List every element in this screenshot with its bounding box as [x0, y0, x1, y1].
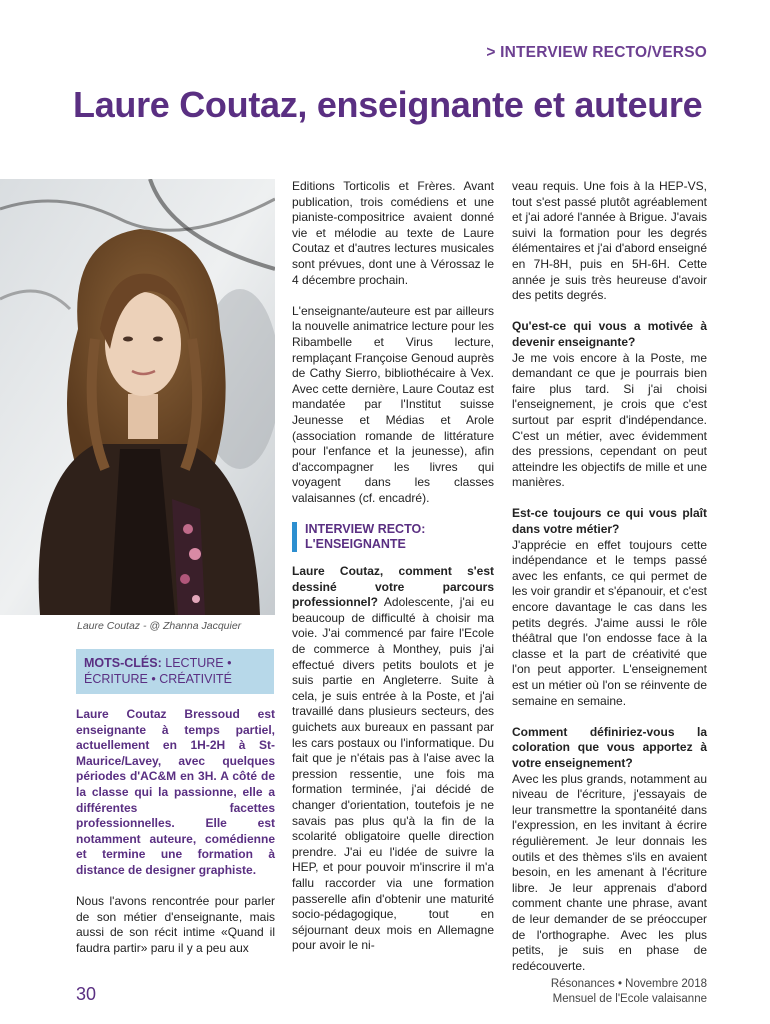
- photo-caption: Laure Coutaz - @ Zhanna Jacquier: [77, 620, 242, 632]
- question-text: Comment définiriez-vous la coloration que vous apportez à votre enseignement?: [512, 724, 707, 770]
- answer-text: J'apprécie en effet toujours cette indépendance et le temps passé avec les enfants, ce qui permet de les voir grandir et s'épanouir, et c'est encore davantage le cas dans les petits degrés. J'aime aussi le rôle théâtral que l'on endosse face à la classe et la part de créativité que l'on peut apporter. L'enseignement est un métier où l'on se réinvente de semaine en semaine.: [512, 537, 707, 708]
- body-paragraph: L'enseignante/auteure est par ailleurs la nouvelle animatrice lecture pour les Ribambelle et Virus lecture, remplaçant Françoise Genoud auprès de Cathy Sierro, bibliothécaire à Vex. Avec cette dernière, Laure Coutaz est mandatée par l'Institut suisse Jeunesse et Médias et Arole (association romande de littérature pour l'enfance et la jeunesse), afin d'accompagner les livres qui voyagent dans les classes valaisannes (cf. encadré).: [292, 303, 494, 505]
- keywords-text: LECTURE • ÉCRITURE • CRÉATIVITÉ: [84, 656, 232, 686]
- footer-line-2: Mensuel de l'Ecole valaisanne: [552, 993, 707, 1005]
- body-paragraph: Editions Torticolis et Frères. Avant publication, trois comédiens et une pianiste-compositrice avaient donné vie et mélodie au texte de Laure Coutaz et d'autres lectures musicales sont prévues, dont une à Vérossaz le 4 décembre prochain.: [292, 179, 494, 287]
- portrait-photo: [0, 179, 275, 615]
- column-1: [76, 707, 275, 972]
- answer-text: Je me vois encore à la Poste, me demandant ce que je pourrais bien faire plus tard. Si j'ai choisi l'enseignement, je crois que c'est surtout par esprit d'indépendance. C'est un métier, avec évidemment des pressions, cependant on peut atteindre les objectifs de mille et une manières.: [512, 350, 707, 490]
- footer-line-1: Résonances • Novembre 2018: [550, 978, 707, 990]
- column-3: [512, 179, 707, 990]
- keywords-box: [76, 649, 274, 694]
- column-2: [292, 179, 494, 954]
- question-text: Laure Coutaz, comment s'est dessiné votre parcours professionnel?: [292, 564, 494, 610]
- interview-subheading: [292, 522, 494, 552]
- keywords-label: MOTS-CLÉS:: [84, 656, 162, 670]
- question-text: Qu'est-ce qui vous a motivée à devenir enseignante?: [512, 319, 707, 349]
- body-paragraph: Nous l'avons rencontrée pour parler de son métier d'enseignante, mais aussi de son récit intime «Quand il faudra partir» paru il y a peu aux: [76, 894, 275, 955]
- subheading-line-2: L'ENSEIGNANTE: [305, 537, 406, 552]
- section-tag: > INTERVIEW RECTO/VERSO: [486, 44, 707, 61]
- question-text: Est-ce toujours ce qui vous plaît dans votre métier?: [512, 506, 707, 537]
- subheading-line-1: INTERVIEW RECTO:: [305, 522, 426, 537]
- answer-text: Avec les plus grands, notamment au niveau de l'écriture, j'essayais de leur transmettre la spontanéité dans l'expression, en les invitant à écrire régulièrement. Je leur donnais les outils et des thèmes s'ils en avaient besoin, en les amenant à l'écriture libre. Je leur apprenais d'abord comment chante une phrase, avant de leur demander de se préoccuper de l'orthographe. Avec les plus petits, je suis en phase de redécouverte.: [512, 771, 707, 973]
- page-number: 30: [76, 984, 97, 1004]
- answer-text: Adolescente, j'ai eu beaucoup de difficulté à choisir ma voie. J'ai commencé par faire l'Ecole de commerce à Monthey, puis j'ai effectué divers petits boulots et je suis partie en Angleterre. Suite à cela, je suis entrée à la Poste, et j'ai travaillé dans plusieurs secteurs, des guichets aux bureaux en passant par les cars postaux ou l'informatique. Du fait que je n'étais pas à l'aise avec la pression ressentie, une fois ma formation terminée, j'ai décidé de changer d'orientation, toutefois je ne savais pas plus qu'à la fin de la scolarité obligatoire quelle direction prendre. J'ai eu l'idée de suivre la HEP, et pour pouvoir m'inscrire il m'a fallu raccorder via une formation passerelle afin d'obtenir une maturité socio-pédagogique, tout en séjournant deux mois en Allemagne pour avoir le ni-: [292, 595, 494, 953]
- lead-paragraph: Laure Coutaz Bressoud est enseignante à temps partiel, actuellement en 1H-2H à St-Maurice/Lavey, avec quelques périodes d'AC&M en 3H. A côté de la classe qui la passionne, elle a différentes facettes professionnelles. Elle est notamment auteure, comédienne et termine une formation à distance de designer graphiste.: [76, 707, 275, 877]
- publication-footer: [551, 977, 707, 1007]
- answer-text: veau requis. Une fois à la HEP-VS, tout s'est passé plutôt agréablement et j'ai adoré l'année à Brigue. J'avais suivi la formation pour les degrés élémentaires et j'ai d'abord enseigné en 7H-8H, puis en 5H-6H. Cette année je suis très heureuse d'avoir des petits degrés.: [512, 179, 707, 303]
- article-title: Laure Coutaz, enseignante et auteure: [73, 84, 703, 125]
